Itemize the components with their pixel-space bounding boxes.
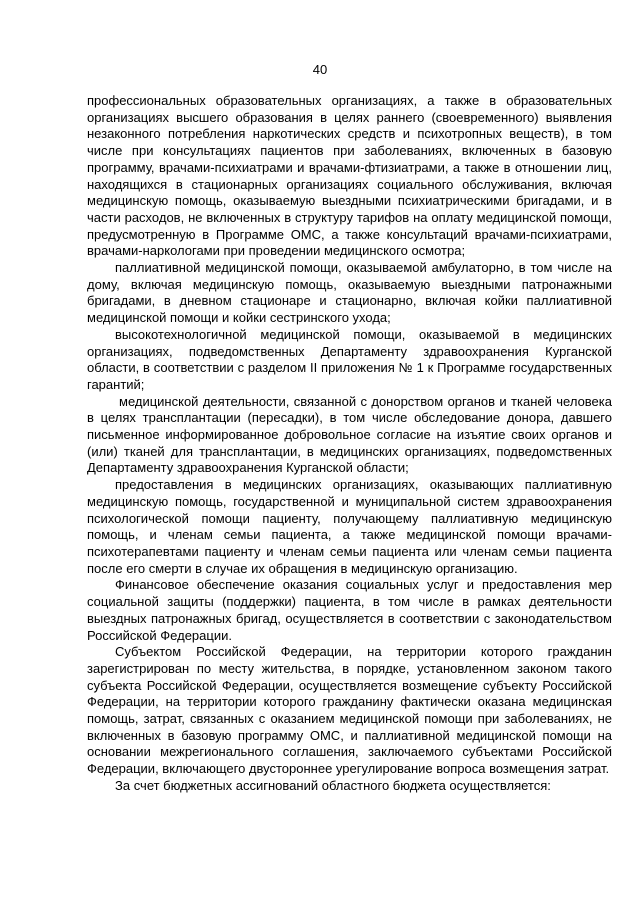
paragraph-psychological-help: предоставления в медицинских организациях, оказывающих паллиативную медицинскую помощь, государственной и муниципальной систем здравоохранения психологической помощи пациенту, получающему паллиативную медицинскую помощь, и членам семьи пациента, а также медицинской помощи врачами-психотерапевтами пациенту и членам семьи пациента или членам семьи пациента после его смерти в случае их обращения в медицинскую организацию. bbox=[87, 477, 612, 576]
paragraph-social-services-funding: Финансовое обеспечение оказания социальных услуг и предоставления мер социальной защиты (поддержки) пациента, в том числе в рамках деятельности выездных патронажных бригад, осуществляется в соответствии с законодательством Российской Федерации. bbox=[87, 577, 612, 643]
paragraph-high-tech-care: высокотехнологичной медицинской помощи, оказываемой в медицинских организациях, подведомственных Департаменту здравоохранения Курганской области, в соответствии с разделом II приложения № 1 к Программе государственных гарантий; bbox=[87, 326, 612, 392]
paragraph-organ-donation: медицинской деятельности, связанной с донорством органов и тканей человека в целях трансплантации (пересадки), в том числе обследование донора, давшего письменное информированное добровольное согласие на изъятие своих органов и (или) тканей для трансплантации, в медицинских организациях, подведомственных Департаменту здравоохранения Курганской области; bbox=[87, 393, 612, 476]
paragraph-palliative-care: паллиативной медицинской помощи, оказываемой амбулаторно, в том числе на дому, включая медицинскую помощь, оказываемую выездными патронажными бригадами, в дневном стационаре и стационарно, включая койки паллиативной медицинской помощи и койки сестринского ухода; bbox=[87, 260, 612, 326]
document-body bbox=[87, 93, 612, 795]
paragraph-continuation: профессиональных образовательных организациях, а также в образовательных организациях высшего образования в целях раннего (своевременного) выявления незаконного потребления наркотических средств и психотропных веществ), в том числе при консультациях пациентов при заболеваниях, включенных в базовую программу, врачами-психиатрами и врачами-фтизиатрами, а также в отношении лиц, находящихся в стационарных организациях социального обслуживания, включая медицинскую помощь, оказываемую выездными психиатрическими бригадами, и в части расходов, не включенных в структуру тарифов на оплату медицинской помощи, предусмотренную в Программе ОМС, а также консультаций врачами-психиатрами, врачами-наркологами при проведении медицинского осмотра; bbox=[87, 93, 612, 259]
paragraph-reimbursement: Субъектом Российской Федерации, на территории которого гражданин зарегистрирован по месту жительства, в порядке, установленном законом такого субъекта Российской Федерации, осуществляется возмещение субъекту Российской Федерации, на территории которого гражданину фактически оказана медицинская помощь, затрат, связанных с оказанием медицинской помощи при заболеваниях, не включенных в базовую программу ОМС, и паллиативной медицинской помощи на основании межрегионального соглашения, заключаемого субъектами Российской Федерации, включающего двустороннее урегулирование вопроса возмещения затрат. bbox=[87, 644, 612, 777]
page-number: 40 bbox=[312, 62, 328, 77]
paragraph-regional-budget: За счет бюджетных ассигнований областного бюджета осуществляется: bbox=[115, 777, 551, 793]
